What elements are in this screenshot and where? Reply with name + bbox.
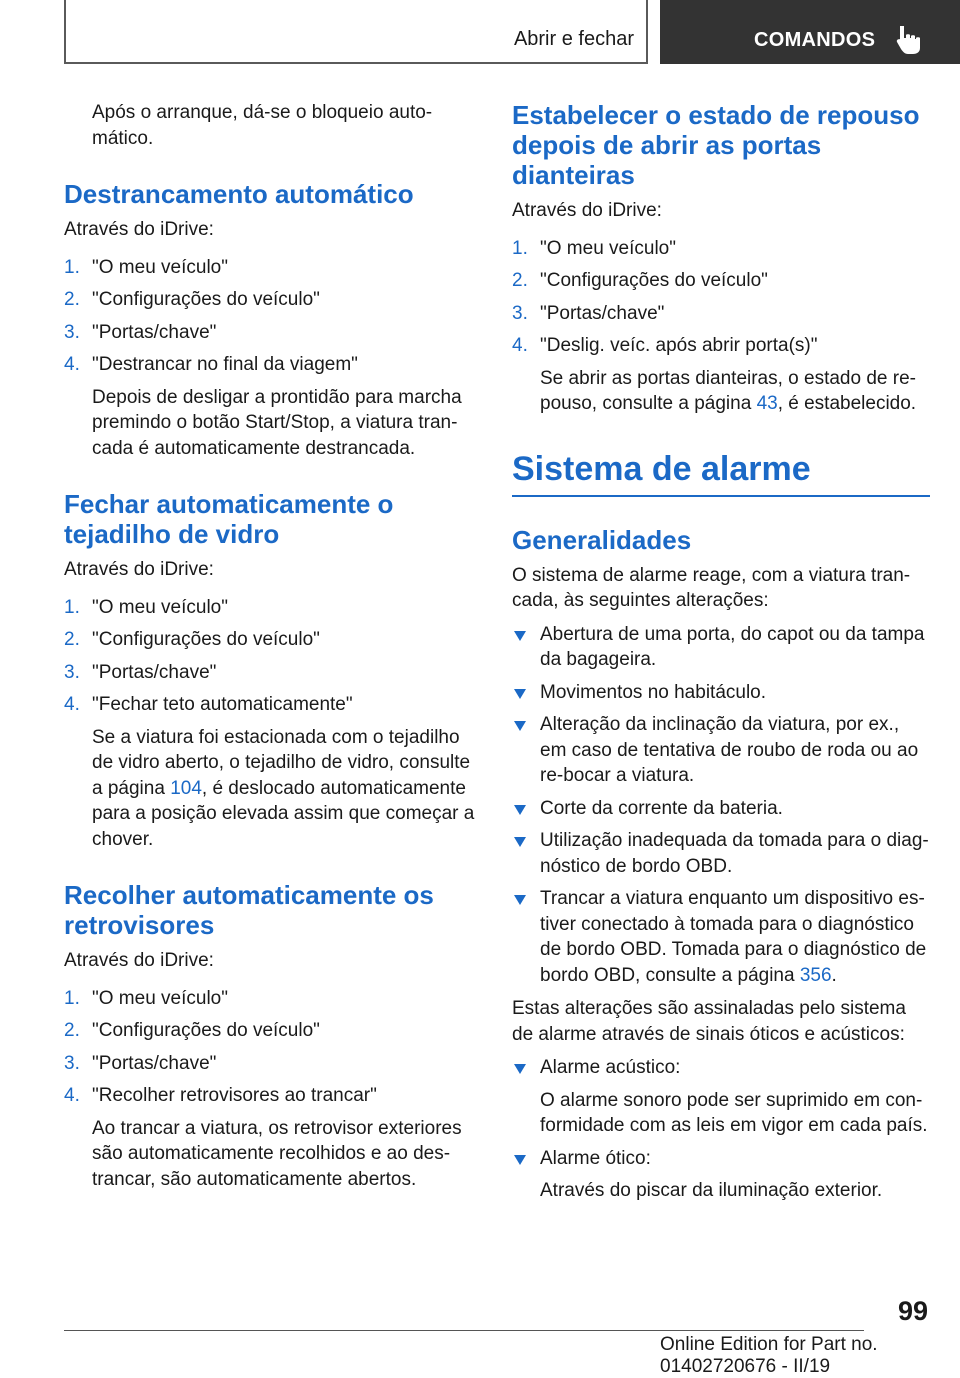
header-section-title: Abrir e fechar (513, 28, 634, 50)
step-text: "Fechar teto automaticamente" (92, 694, 353, 715)
section-title: Estabelecer o estado de repouso depois de abrir as portas dianteiras (512, 100, 920, 190)
step-number: 3. (64, 661, 80, 683)
step-number: 4. (64, 1085, 80, 1106)
list-item (512, 828, 930, 879)
step-item (64, 986, 482, 1012)
list-item (512, 796, 930, 822)
header-frame (64, 0, 648, 64)
section-title: Destrancamento automático (64, 179, 414, 209)
step-description (92, 725, 482, 853)
page-link-356[interactable]: 356 (799, 964, 832, 986)
step-number: 1. (64, 596, 80, 618)
general-paragraph: O sistema de alarme reage, com a viatura tran-cada, às seguintes alterações: (512, 564, 911, 611)
step-item (512, 268, 930, 294)
step-item (512, 301, 930, 327)
step-text: "Configurações do veículo" (92, 289, 320, 310)
desc-text: , é deslocado automaticamente para a posição elevada assim que começar a chover. (92, 777, 475, 850)
step-number: 1. (64, 987, 80, 1009)
section-rest-state (512, 100, 930, 417)
triangle-bullet-icon (514, 721, 526, 731)
step-item (64, 320, 482, 346)
step-list (64, 255, 482, 462)
chapter-tab (660, 0, 960, 64)
step-item (64, 692, 482, 852)
step-number: 4. (64, 354, 80, 375)
item-text: . (831, 964, 837, 986)
section-title: Fechar automaticamente o tejadilho de vidro (64, 489, 394, 549)
step-item (512, 236, 930, 262)
triangle-bullet-icon (514, 805, 526, 815)
triangle-bullet-icon (514, 631, 526, 641)
step-text: "Configurações do veículo" (92, 1020, 320, 1041)
page-number: 99 (897, 1296, 928, 1326)
step-text: "O meu veículo" (92, 256, 228, 278)
via-idrive: Através do iDrive: (64, 559, 214, 580)
step-item (64, 287, 482, 313)
pointing-hand-icon (894, 24, 924, 56)
item-text: Alarme acústico: (540, 1057, 681, 1078)
step-number: 1. (512, 237, 528, 259)
section-title: Generalidades (512, 524, 692, 555)
signal-list (512, 1055, 930, 1204)
step-item (512, 333, 930, 417)
step-number: 1. (64, 256, 80, 278)
page-link-43[interactable]: 43 (756, 393, 778, 414)
triangle-bullet-icon (514, 895, 526, 905)
item-description: Através do piscar da iluminação exterior. (540, 1180, 883, 1201)
section-alarm-system (512, 449, 930, 1204)
chapter-heading: Sistema de alarme (512, 449, 930, 497)
step-text: "Portas/chave" (92, 1052, 217, 1074)
step-text: "Portas/chave" (92, 661, 217, 683)
signals-paragraph: Estas alterações são assinaladas pelo sistema de alarme através de sinais óticos e acústicos: (512, 998, 906, 1045)
step-text: "O meu veículo" (92, 596, 228, 618)
step-list (64, 595, 482, 853)
left-column (64, 100, 482, 1199)
triangle-bullet-icon (514, 1064, 526, 1074)
right-column (512, 100, 930, 1212)
section-auto-unlock (64, 179, 482, 461)
step-number: 4. (64, 694, 80, 715)
item-description: O alarme sonoro pode ser suprimido em con-formidade com as leis em vigor em cada país. (540, 1089, 928, 1136)
step-number: 4. (512, 335, 528, 356)
step-number: 2. (512, 270, 528, 291)
chapter-title: COMANDOS (754, 29, 876, 51)
step-text: "Recolher retrovisores ao trancar" (92, 1085, 377, 1106)
step-number: 3. (512, 302, 528, 324)
step-item (64, 352, 482, 461)
footer-divider (64, 1330, 864, 1331)
step-text: "O meu veículo" (540, 237, 676, 259)
step-item (64, 660, 482, 686)
step-list (512, 236, 930, 417)
step-description: Depois de desligar a prontidão para marcha premindo o botão Start/Stop, a viatura tran-cada é automaticamente destrancada. (92, 386, 462, 459)
list-item (512, 680, 930, 706)
step-item (64, 627, 482, 653)
edition-text: Online Edition for Part no. 01402720676 - II/19 (660, 1334, 878, 1377)
item-text: Trancar a viatura enquanto um dispositivo es-tiver conectado à tomada para o diagnóstico de bordo OBD. Tomada para o diagnóstico de bordo OBD, consulte a página (540, 888, 927, 986)
triangle-bullet-icon (514, 1155, 526, 1165)
step-number: 3. (64, 321, 80, 343)
intro-paragraph: Após o arranque, dá-se o bloqueio auto-mático. (92, 102, 433, 149)
step-text: "Configurações do veículo" (92, 629, 320, 650)
step-item (64, 1051, 482, 1077)
list-item (512, 1055, 930, 1139)
desc-text: Se a viatura foi estacionada com o tejadilho de vidro aberto, o tejadilho de vidro, consulte a página (92, 726, 471, 799)
step-number: 2. (64, 629, 80, 650)
step-number: 2. (64, 289, 80, 310)
desc-text: Se abrir as portas dianteiras, o estado de re-pouso, consulte a página (540, 367, 916, 414)
triangle-bullet-icon (514, 837, 526, 847)
via-idrive: Através do iDrive: (64, 219, 214, 240)
step-list (64, 986, 482, 1193)
item-text: Abertura de uma porta, do capot ou da tampa da bagageira. (540, 623, 925, 670)
triangle-bullet-icon (514, 689, 526, 699)
section-title: Recolher automaticamente os retrovisores (64, 880, 434, 940)
step-item (64, 255, 482, 281)
list-item (512, 622, 930, 673)
item-text: Alarme ótico: (540, 1147, 651, 1169)
item-text: Corte da corrente da bateria. (540, 797, 783, 819)
step-text: "Portas/chave" (92, 321, 217, 343)
item-text: Utilização inadequada da tomada para o diag-nóstico de bordo OBD. (540, 830, 929, 877)
step-item (64, 1018, 482, 1044)
step-text: "Deslig. veíc. após abrir porta(s)" (540, 335, 818, 356)
list-item (512, 886, 930, 988)
step-item (64, 1083, 482, 1192)
step-text: "Destrancar no final da viagem" (92, 354, 358, 375)
step-text: "Portas/chave" (540, 302, 665, 324)
step-text: "Configurações do veículo" (540, 270, 768, 291)
step-text: "O meu veículo" (92, 987, 228, 1009)
via-idrive: Através do iDrive: (512, 200, 662, 221)
step-item (64, 595, 482, 621)
section-auto-fold-mirrors (64, 880, 482, 1192)
section-auto-close-glass-roof (64, 489, 482, 852)
via-idrive: Através do iDrive: (64, 950, 214, 971)
step-number: 2. (64, 1020, 80, 1041)
page-link-104[interactable]: 104 (170, 777, 202, 799)
list-item (512, 712, 930, 789)
step-number: 3. (64, 1052, 80, 1074)
step-description (540, 366, 930, 417)
list-item (512, 1146, 930, 1204)
item-text: Movimentos no habitáculo. (540, 681, 767, 703)
trigger-list (512, 622, 930, 989)
step-description: Ao trancar a viatura, os retrovisor exteriores são automaticamente recolhidos e ao des-trancar, são automaticamente abertos. (92, 1117, 462, 1190)
item-text: Alteração da inclinação da viatura, por ex., em caso de tentativa de roubo de roda ou ao re-bocar a viatura. (540, 714, 919, 786)
desc-text: , é estabelecido. (777, 393, 917, 414)
